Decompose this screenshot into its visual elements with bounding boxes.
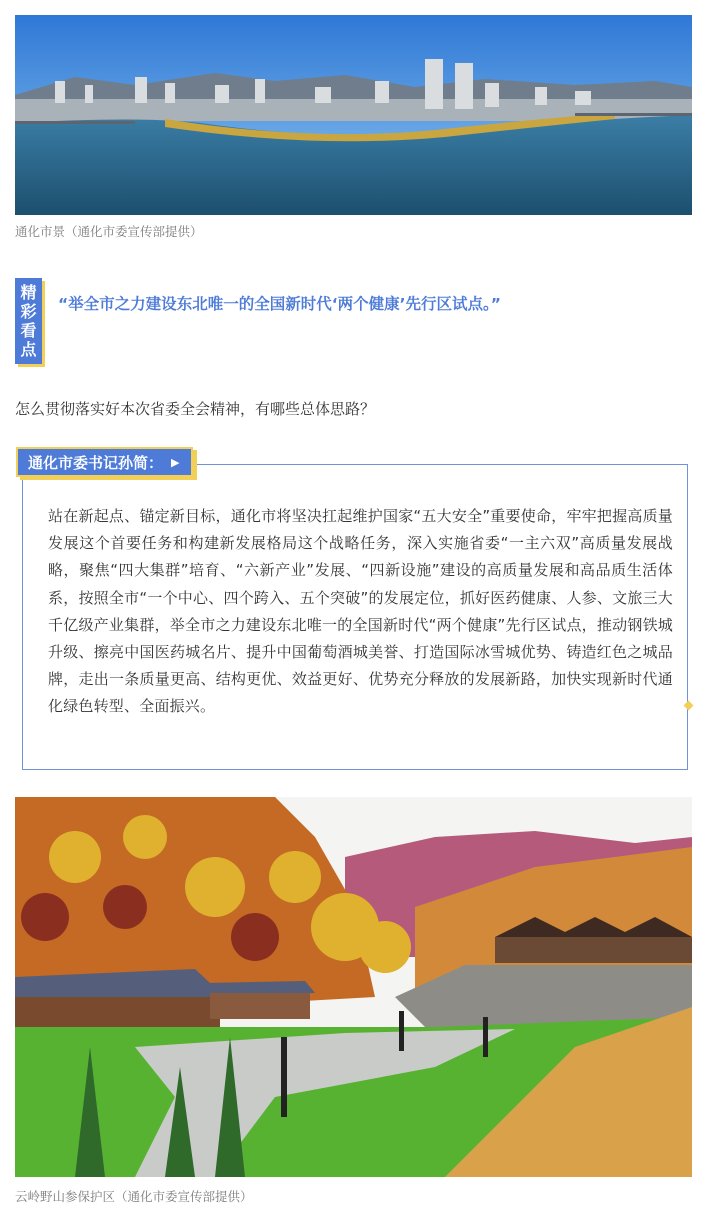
play-arrow-icon: ▶ [171,455,180,469]
photo-caption: 云岭野山参保护区（通化市委宣传部提供） [15,1189,253,1204]
city-panorama-photo [15,15,692,215]
highlight-tag [15,278,42,364]
highlight-quote: “举全市之力建设东北唯一的全国新时代‘两个健康’先行区试点。” [58,295,501,313]
speaker-name: 通化市委书记孙简： [28,453,164,472]
speaker-label [16,447,193,477]
ginseng-reserve-photo [15,797,692,1177]
highlight-tag-char: 精 [20,283,37,302]
highlight-tag-char: 看 [20,321,37,340]
highlight-tag-char: 彩 [20,302,37,321]
question-text: 怎么贯彻落实好本次省委全会精神，有哪些总体思路？ [15,400,376,418]
highlight-tag-char: 点 [20,340,37,359]
answer-text: 站在新起点、锚定新目标，通化市将坚决扛起维护国家“五大安全”重要使命，牢牢把握高质量发展这个首要任务和构建新发展格局这个战略任务，深入实施省委“一主六双”高质量发展战略，聚焦“四大集群”培育、“六新产业”发展、“四新设施”建设的高质量发展和高品质生活体系，按照全市“一个中心、四个跨入、五个突破”的发展定位，抓好医药健康、人参、文旅三大千亿级产业集群，举全市之力建设东北唯一的全国新时代“两个健康”先行区试点，推动钢铁城升级、擦亮中国医药城名片、提升中国葡萄酒城美誉、打造国际冰雪城优势、铸造红色之城品牌，走出一条质量更高、结构更优、效益更好、优势充分释放的发展新路，加快实现新时代通化绿色转型、全面振兴。 [48,507,673,716]
photo-caption: 通化市景（通化市委宣传部提供） [15,224,203,239]
